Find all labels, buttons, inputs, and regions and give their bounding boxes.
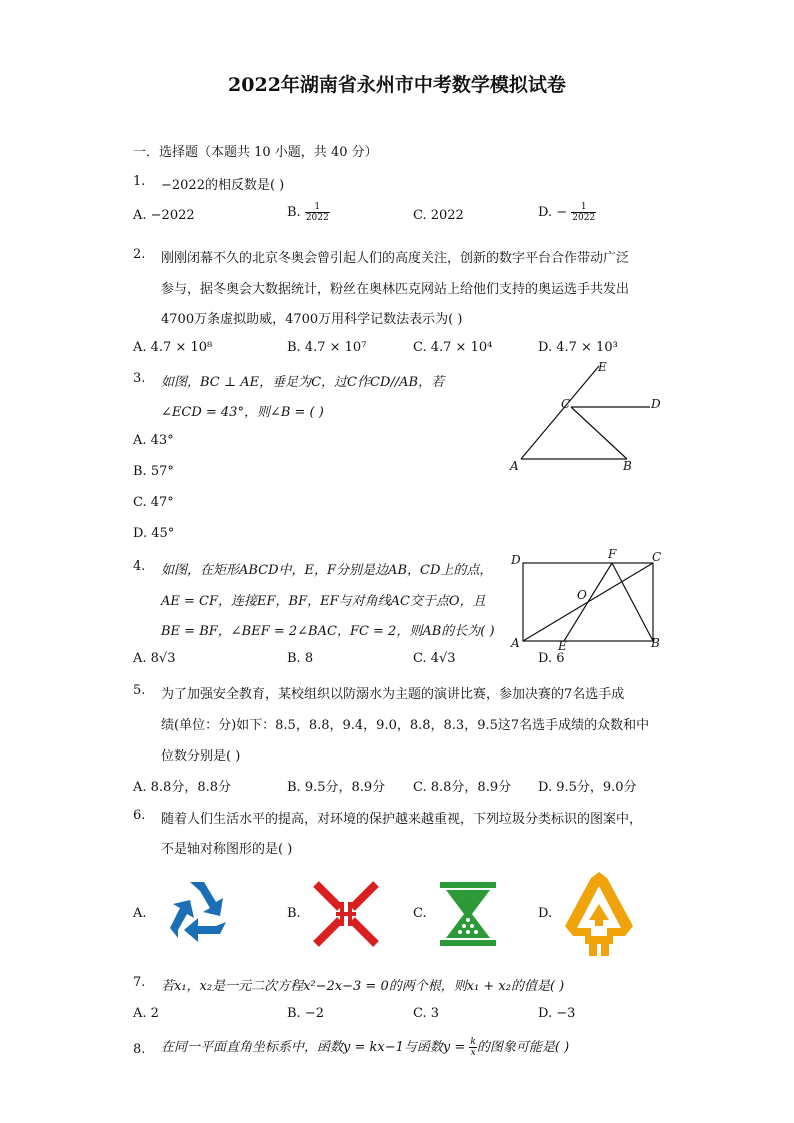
kitchen-waste-icon	[438, 880, 498, 948]
q2-number: 2.	[133, 247, 146, 262]
q4-line-3: BE = BF，∠BEF = 2∠BAC，FC = 2，则AB的长为( )	[161, 624, 495, 639]
q1-option-c: C. 2022	[413, 208, 464, 223]
q8-number: 8.	[133, 1042, 146, 1057]
q5-option-c: C. 8.8分，8.9分	[413, 780, 512, 795]
label-e: E	[598, 360, 607, 374]
q2-line-3: 4700万条虚拟助威，4700万用科学记数法表示为( )	[161, 312, 463, 327]
label-b: B	[623, 459, 632, 473]
q1-number: 1.	[133, 174, 146, 189]
q4-option-a: A. 8√3	[133, 651, 176, 666]
page-title: 2022年湖南省永州市中考数学模拟试卷	[228, 74, 566, 96]
q6-line-2: 不是轴对称图形的是( )	[161, 842, 293, 857]
q8-stem: 在同一平面直角坐标系中，函数y = kx−1与函数y = $\frac{k}{x}$ 的图象可能是( )	[161, 1037, 570, 1058]
q7-number: 7.	[133, 975, 146, 990]
q4-figure	[508, 546, 668, 651]
q4-option-b: B. 8	[287, 651, 314, 666]
q1-option-a: A. −2022	[133, 208, 195, 223]
q3-option-a: A. 43°	[133, 433, 174, 448]
q5-option-d: D. 9.5分，9.0分	[538, 780, 637, 795]
label-d: D	[511, 553, 521, 567]
q4-option-c: C. 4√3	[413, 651, 456, 666]
q2-option-d: D. 4.7 × 10³	[538, 340, 618, 355]
q7-option-a: A. 2	[133, 1006, 159, 1021]
q6-option-b: B.	[287, 906, 301, 921]
q2-option-a: A. 4.7 × 10⁸	[133, 340, 213, 355]
q7-option-d: D. −3	[538, 1006, 576, 1021]
segment-cb	[571, 407, 627, 459]
q3-option-d: D. 45°	[133, 526, 175, 541]
q5-line-2: 绩(单位：分)如下：8.5，8.8，9.4，9.0，8.8，8.3，9.5这7名选手成绩的众数和中	[161, 718, 650, 733]
q3-line-1: 如图，BC ⊥ AE，垂足为C，过C作CD//AB，若	[161, 375, 445, 390]
q2-option-b: B. 4.7 × 10⁷	[287, 340, 367, 355]
q6-option-a: A.	[133, 906, 147, 921]
q3-option-c: C. 47°	[133, 495, 174, 510]
q7-option-c: C. 3	[413, 1006, 440, 1021]
q5-option-a: A. 8.8分，8.8分	[133, 780, 232, 795]
other-waste-icon	[563, 870, 635, 958]
hazardous-waste-icon	[312, 880, 380, 948]
q6-option-c: C.	[413, 906, 427, 921]
q5-option-b: B. 9.5分，8.9分	[287, 780, 386, 795]
q7-stem: 若x₁，x₂是一元二次方程x²−2x−3 = 0的两个根，则x₁ + x₂的值是( )	[161, 979, 565, 994]
q5-line-1: 为了加强安全教育，某校组织以防溺水为主题的演讲比赛，参加决赛的7名选手成	[161, 687, 625, 702]
q1-option-d: D. − $\frac{1}{2022}$	[538, 202, 596, 223]
label-c: C	[652, 550, 662, 564]
label-c: C	[561, 397, 571, 411]
label-a: A	[510, 459, 519, 473]
q3-figure	[505, 358, 675, 473]
recycle-icon	[160, 876, 234, 950]
q6-option-d: D.	[538, 906, 553, 921]
segment-ef	[564, 563, 612, 641]
q3-option-b: B. 57°	[133, 464, 174, 479]
label-e: E	[558, 639, 567, 653]
q3-number: 3.	[133, 371, 146, 386]
q6-line-1: 随着人们生活水平的提高，对环境的保护越来越重视，下列垃圾分类标识的图案中，	[161, 812, 643, 827]
q2-option-c: C. 4.7 × 10⁴	[413, 340, 493, 355]
q4-line-2: AE = CF，连接EF，BF，EF与对角线AC交于点O，且	[161, 594, 486, 609]
q5-number: 5.	[133, 683, 146, 698]
q4-option-d: D. 6	[538, 651, 565, 666]
label-o: O	[577, 588, 587, 602]
q5-line-3: 位数分别是( )	[161, 749, 241, 764]
label-d: D	[651, 397, 661, 411]
q1-stem: −2022的相反数是( )	[161, 178, 285, 193]
label-f: F	[608, 547, 617, 561]
q2-line-2: 参与，据冬奥会大数据统计，粉丝在奥林匹克网站上给他们支持的奥运选手共发出	[161, 282, 630, 297]
label-b: B	[651, 636, 660, 650]
label-a: A	[511, 636, 520, 650]
q3-line-2: ∠ECD = 43°，则∠B = ( )	[161, 405, 324, 420]
q7-option-b: B. −2	[287, 1006, 324, 1021]
section-heading: 一．选择题（本题共 10 小题，共 40 分）	[133, 145, 378, 160]
q2-line-1: 刚刚闭幕不久的北京冬奥会曾引起人们的高度关注，创新的数字平台合作带动广泛	[161, 251, 630, 266]
q6-number: 6.	[133, 808, 146, 823]
segment-ae	[521, 366, 599, 459]
q4-number: 4.	[133, 559, 146, 574]
q4-line-1: 如图，在矩形ABCD中，E，F分别是边AB，CD上的点，	[161, 563, 493, 578]
q1-option-b: B. $\frac{1}{2022}$	[287, 202, 329, 223]
